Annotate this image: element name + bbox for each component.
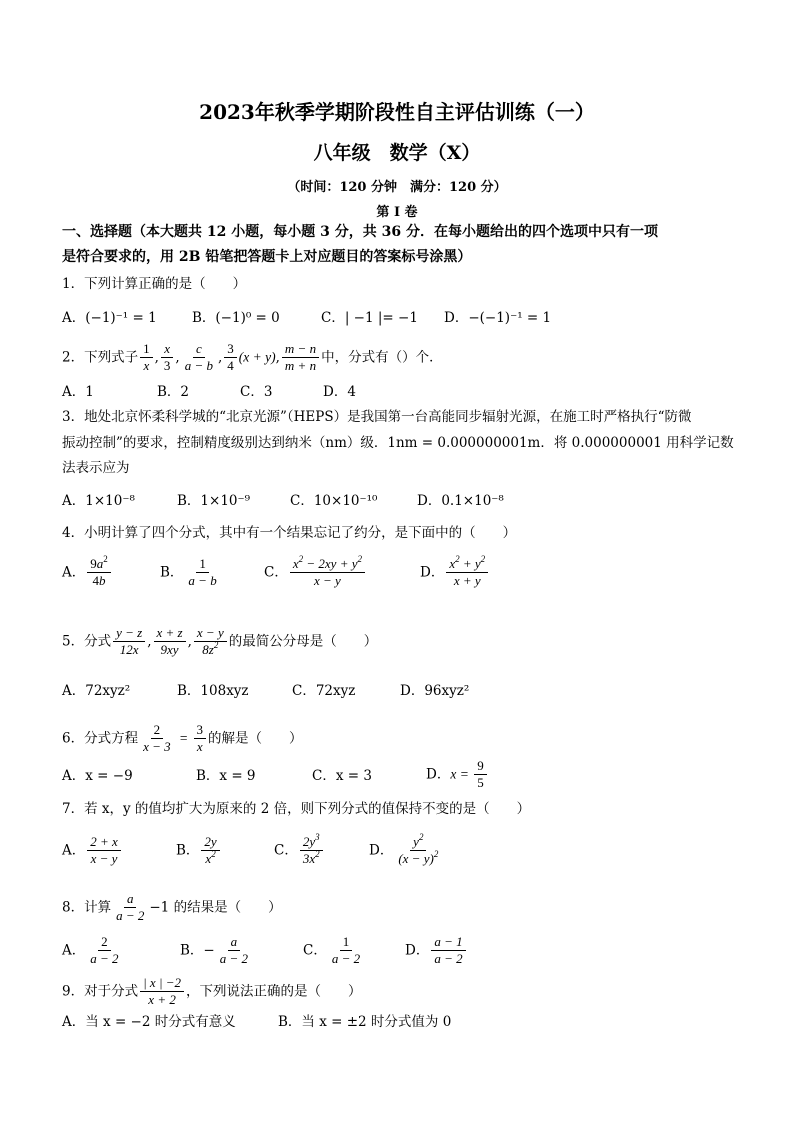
question-8-option-a: A． $\frac{2}{a - 2}$ (62, 934, 119, 967)
question-6-option-c: C．x = 3 (312, 768, 372, 784)
question-8-post: −1 的结果是（ ） (149, 899, 282, 916)
question-6-pre: 6．分式方程 (62, 730, 139, 747)
exam-meta: （时间：120 分钟 满分：120 分） (287, 180, 507, 195)
question-2-option-c: C．3 (240, 384, 273, 400)
question-1-option-a: A．(−1)⁻¹ = 1 (62, 310, 157, 326)
question-2-option-d: D．4 (323, 384, 356, 400)
question-5-pre: 5．分式 (62, 633, 112, 650)
question-7-option-b: B． $\frac{2y}{x^2}$ (176, 834, 222, 868)
question-6-post: 的解是（ ） (208, 730, 303, 747)
question-2-pre: 2．下列式子 (62, 349, 139, 366)
question-3-option-c: C．10×10⁻¹⁰ (290, 493, 378, 509)
volume-label: 第 I 卷 (376, 205, 418, 220)
question-7-option-a: A． $\frac{2 + x}{x - y}$ (62, 834, 123, 868)
question-8-option-c: C． $\frac{1}{a - 2}$ (303, 934, 361, 967)
question-3-option-a: A．1×10⁻⁸ (62, 493, 135, 509)
question-6-option-b: B．x = 9 (196, 768, 256, 784)
question-1-option-b: B．(−1)⁰ = 0 (192, 310, 280, 326)
question-4-stem: 4．小明计算了四个分式，其中有一个结果忘记了约分，是下面中的（ ） (62, 525, 517, 541)
question-1-stem: 1．下列计算正确的是（ ） (62, 276, 247, 292)
exam-subtitle: 八年级 数学（X） (313, 142, 481, 164)
question-5-stem: 5．分式 $\frac{y - z}{12x}$ , $\frac{x + z}{9xy}$ , $\frac{x - y}{8z^2}$ 的最简公分母是（ ） (62, 625, 378, 658)
question-5-post: 的最简公分母是（ ） (228, 633, 378, 650)
question-9-post: ，下列说法正确的是（ ） (186, 983, 362, 1000)
exam-title: 2023年秋季学期阶段性自主评估训练（一） (199, 100, 595, 124)
question-5-option-b: B．108xyz (177, 683, 249, 699)
question-5-option-c: C．72xyz (292, 683, 356, 699)
question-7-option-c: C． $\frac{2y^3}{3x^2}$ (274, 834, 325, 868)
question-3-option-d: D．0.1×10⁻⁸ (417, 493, 504, 509)
question-9-option-a: A．当 x = −2 时分式有意义 (62, 1014, 236, 1030)
section-instructions-line2: 是符合要求的，用 2B 铅笔把答题卡上对应题目的答案标号涂黑） (62, 249, 472, 265)
question-3-line1: 3．地处北京怀柔科学城的“北京光源”（HEPS）是我国第一台高能同步辐射光源，在施工时严格执行“防微 (62, 409, 692, 425)
question-5-option-a: A．72xyz² (62, 683, 131, 699)
question-8-option-b: B．− $\frac{a}{a - 2}$ (180, 934, 249, 967)
question-8-pre: 8．计算 (62, 899, 112, 916)
question-3-option-b: B．1×10⁻⁹ (177, 493, 251, 509)
question-9-stem: 9．对于分式 $\frac{| x | -2}{x + 2}$ ，下列说法正确的是（ ） (62, 975, 362, 1008)
question-1-option-c: C．| −1 |= −1 (321, 310, 418, 326)
question-2-stem: 2．下列式子 $\frac{1}{x}$ , $\frac{x}{3}$ , $\frac{c}{a - b}$ , $\frac{3}{4}$ (x + y), $\frac{m - n}{m + n}$ 中，分式有（）个． (62, 341, 443, 374)
question-6-stem: 6．分式方程 $\frac{2}{x - 3}$ = $\frac{3}{x}$ 的解是（ ） (62, 722, 303, 755)
question-8-stem: 8．计算 $\frac{a}{a - 2}$ −1 的结果是（ ） (62, 891, 282, 924)
question-7-option-d: D． $\frac{y^2}{(x - y)^2}$ (369, 832, 439, 867)
question-4-option-b: B． $\frac{1}{a - b}$ (160, 556, 217, 589)
question-6-option-d: D．x = $\frac{9}{5}$ (426, 758, 489, 792)
question-3-line3: 法表示应为 (62, 460, 130, 476)
question-2-post: 中，分式有（）个． (321, 349, 443, 366)
question-4-option-d: D． $\frac{x^2 + y^2}{x + y}$ (420, 556, 490, 590)
section-instructions-line1: 一、选择题（本大题共 12 小题，每小题 3 分，共 36 分．在每小题给出的四个选项中只有一项 (62, 224, 658, 240)
question-2-option-a: A．1 (62, 384, 94, 400)
question-5-option-d: D．96xyz² (400, 683, 470, 699)
question-2-option-b: B．2 (157, 384, 190, 400)
question-4-option-a: A． $\frac{9a^2}{4b}$ (62, 556, 113, 590)
question-8-option-d: D． $\frac{a - 1}{a - 2}$ (405, 934, 468, 968)
question-4-option-c: C． $\frac{x^2 - 2xy + y^2}{x - y}$ (264, 556, 367, 590)
question-7-stem: 7．若 x，y 的值均扩大为原来的 2 倍，则下列分式的值保持不变的是（ ） (62, 801, 531, 817)
question-3-line2: 振动控制”的要求，控制精度级别达到纳米（nm）级．1nm = 0.000000001m．将 0.000000001 用科学记数 (62, 435, 734, 451)
question-6-option-a: A．x = −9 (62, 768, 133, 784)
question-9-option-b: B．当 x = ±2 时分式值为 0 (278, 1014, 452, 1030)
question-1-option-d: D．−(−1)⁻¹ = 1 (444, 310, 552, 326)
question-9-pre: 9．对于分式 (62, 983, 139, 1000)
